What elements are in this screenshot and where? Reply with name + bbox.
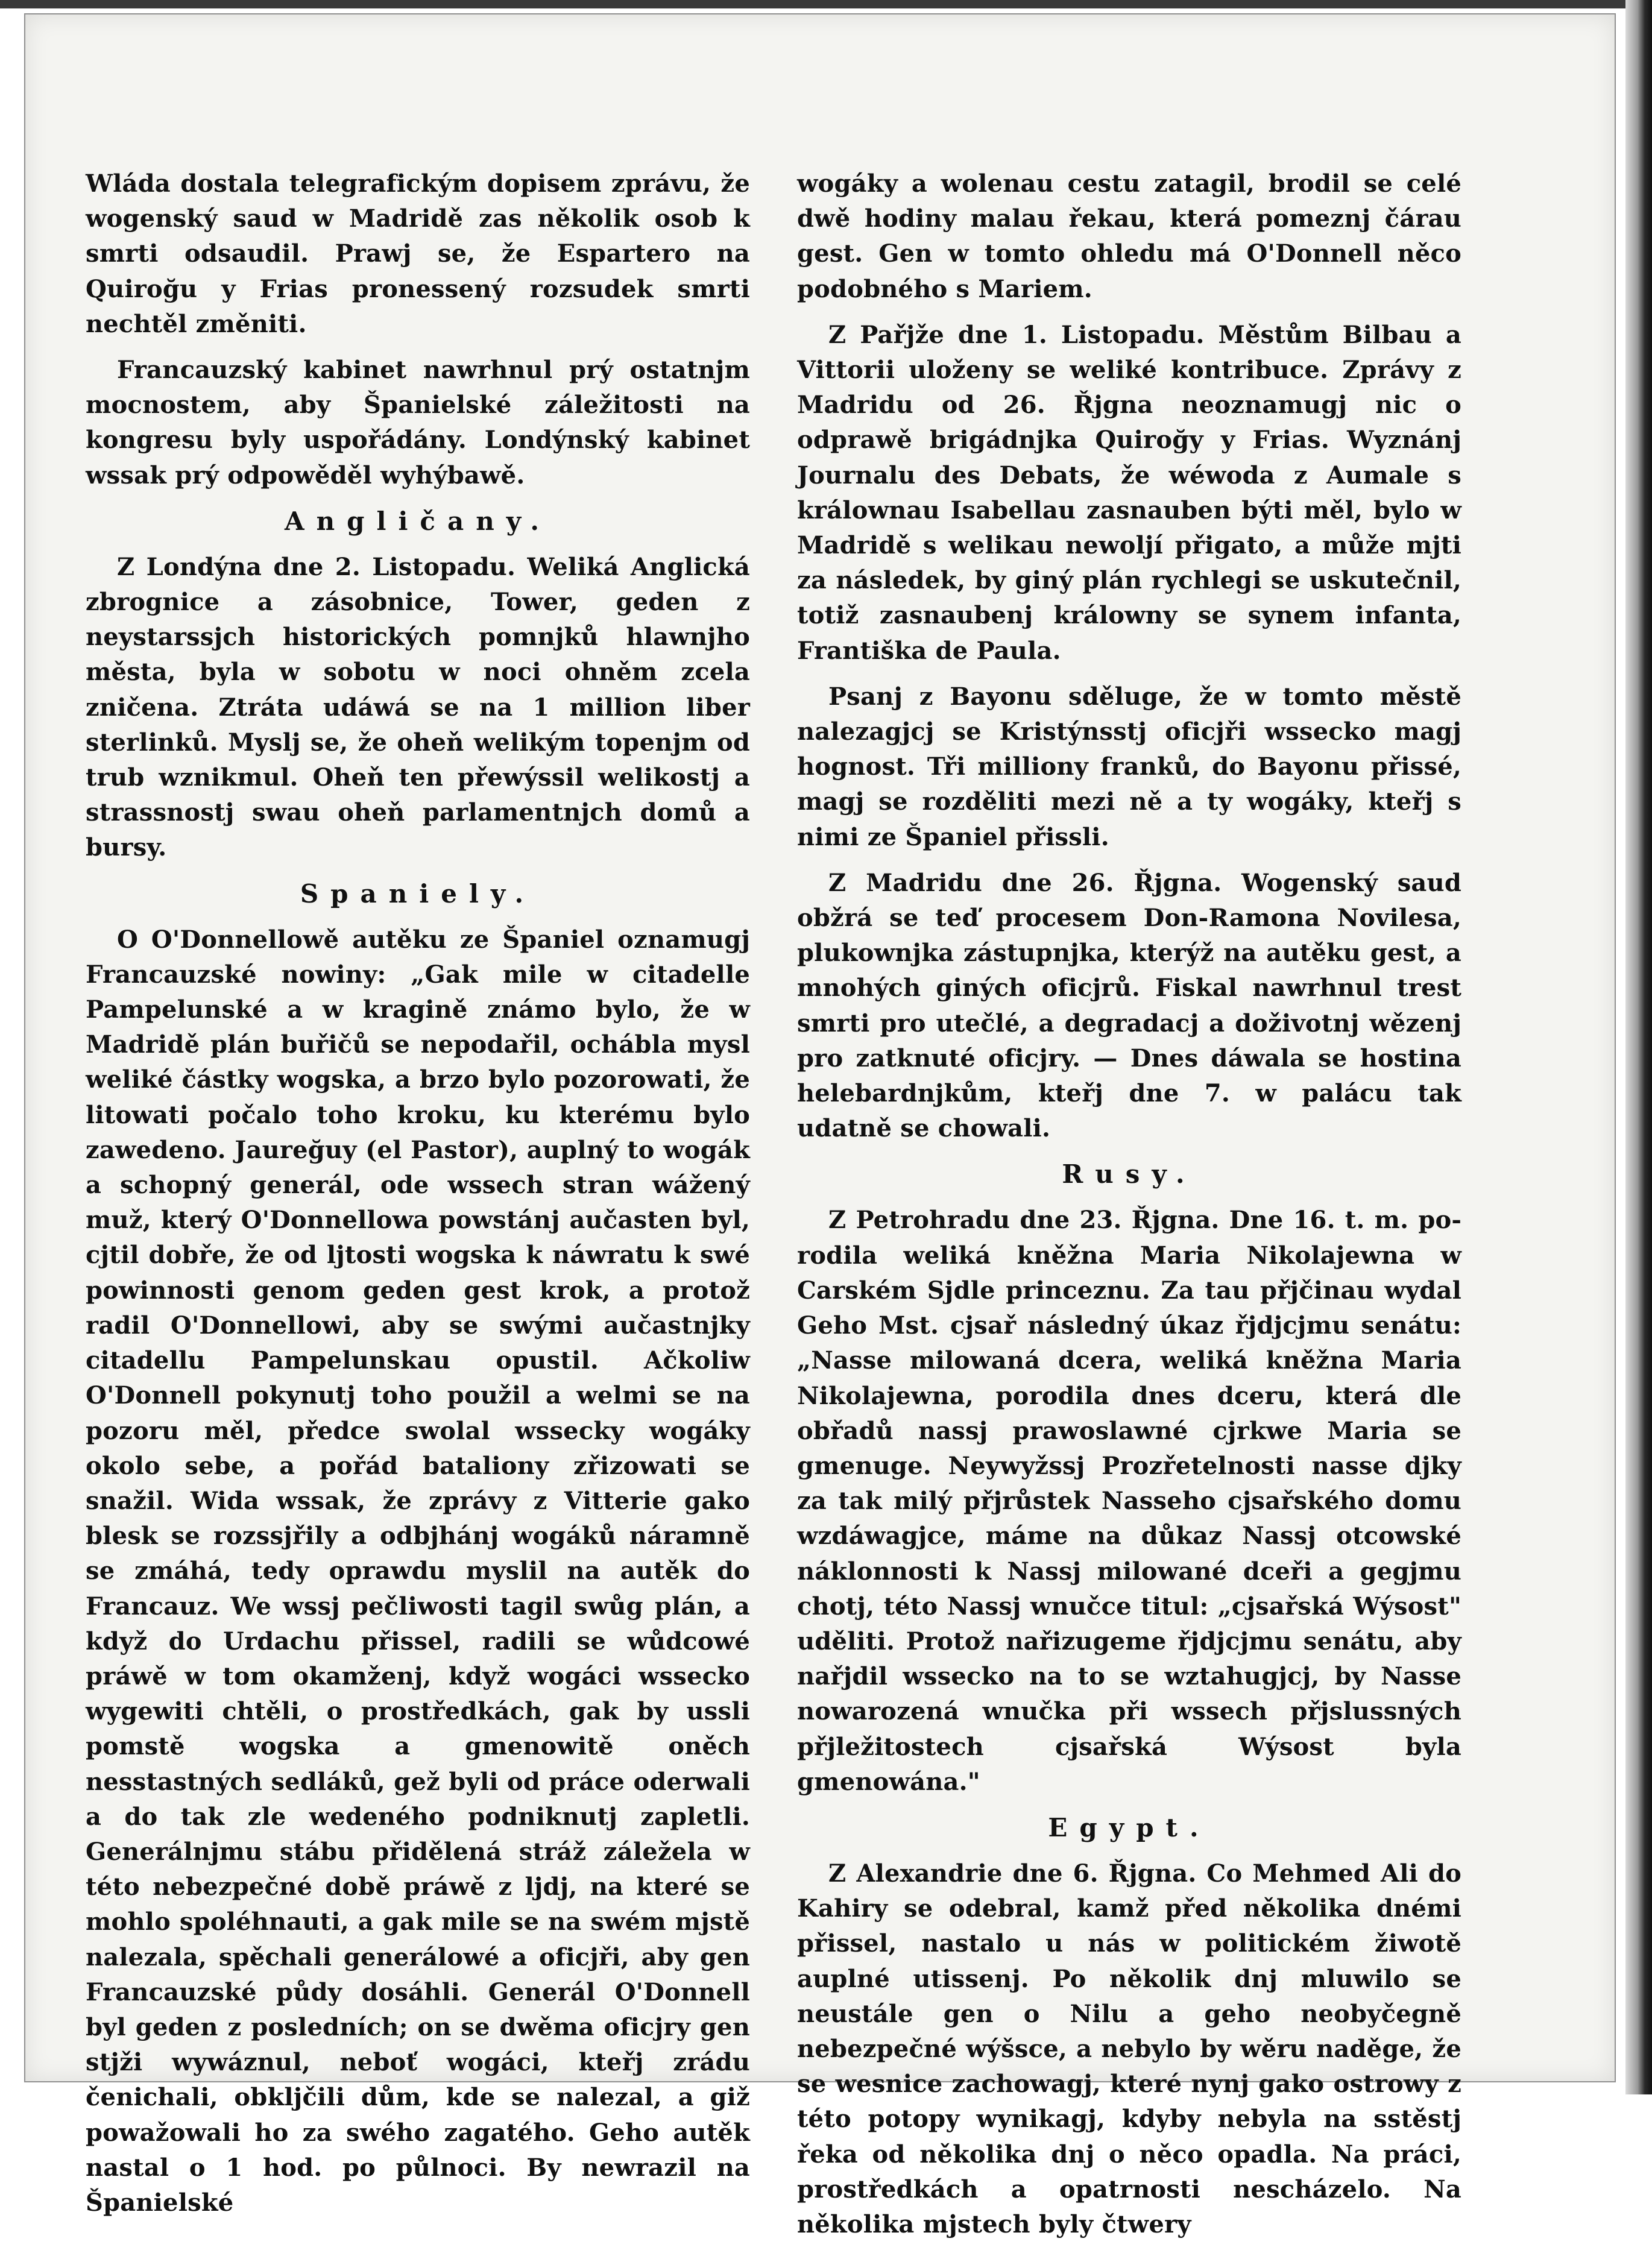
section-heading-egypt: Egypt. [1048,1812,1211,1842]
article-paragraph: Z Londýna dne 2. Listopadu. Weliká Anglická zbrognice a zásobnice, Tower, geden z neystarssjch historických pomnjků hlawnjho města, byla w sobotu w noci ohněm zcela zničena. Ztráta udáwá se na 1 million liber sterlinků. Myslj se, že oheň welikým topenjm od trub wznikmul. Oheň ten přewýssil welikostj a strassnostj swau oheň parlamentnjch domů a bursy. [86,552,750,862]
article-paragraph: O O'Donnellowě autěku ze Španiel oznamugj Francauzské nowiny: „Gak mile w citadelle Pampelunské a w kragině známo bylo, že w Madridě plán buřičů se nepodařil, ochábla mysl weliké částky wogska, a brzo bylo pozorowati, že litowati počalo toho kroku, ku kterému bylo zawedeno. Jaureğuy (el Pastor), auplný to wogák a schopný generál, ode wssech stran wážený muž, který O'Donnellowa powstánj aučasten byl, cjtil dobře, že od ljtosti wogska k náwratu k swé powinnosti genom geden gest krok, a protož radil O'Donnellowi, aby se swými aučastnjky citadellu Pampelunskau opustil. Ačkoliw O'Donnell pokynutj toho použil a welmi se na pozoru měl, předce swolal wssecky wogáky okolo sebe, a pořád bataliony zřizowati se snažil. Wida wssak, že zprávy z Vitterie gako blesk se rozssjřily a odbjhánj wogáků náramně se zmáhá, tedy oprawdu myslil na autěk do Francauz. We wssj pečliwosti tagil swůg plán, a když do Urdachu přissel, radili se wůdcowé práwě w tom okamženj, když wogáci wssecko wygewiti chtěli, o prostředkách, gak by ussli pomstě wogska a gmenowitě oněch nesstastných sedláků, gež byli od práce oderwali a do tak zle wedeného podniknutj zapletli. Generálnjmu stábu přidělená stráž záležela w této nebezpečné době práwě z ljdj, na které se mohlo spoléhnauti, a gak mile se na swém mjstě nalezala, spěchali generálowé a oficjři, aby gen Francauzské půdy dosáhli. Generál O'Donnell byl geden z posledních; on se dwěma oficjry gen stjži wywáznul, neboť wogáci, kteřj zrádu čenichali, obkljčili dům, kde se nalezal, a giž powažowali ho za swého zagatého. Geho autěk nastal o 1 hod. po půlnoci. By newrazil na Španielské [86,925,750,2217]
section-heading-anglicany: Angličany. [285,506,551,536]
newspaper-page [24,13,1616,2239]
scan-top-edge [0,0,1652,8]
article-paragraph: Z Pařjže dne 1. Listopadu. Městům Bilbau a Vittorii uloženy se weliké kontribuce. Zprávy z Madridu od 26. Řjgna neoznamugj nic o odprawě brigádnjka Quiroğy y Frias. Wyznánj Journalu des Debats, že wéwoda z Aumale s králownau Isabellau zasnauben býti měl, bylo w Madridě s welikau newoljí přigato, a může mjti za následek, by giný plán rychlegi se uskutečnil, totiž zasnaubenj králowny se synem infanta, Františka de Paula. [797,320,1461,665]
article-paragraph: Psanj z Bayonu sděluge, že w tomto městě nalezagjcj se Kristýnsstj oficjři wssecko magj hognost. Tři milliony franků, do Bayonu přissé, magj se rozděliti mezi ně a ty wogáky, kteřj s nimi ze Španiel přissli. [797,682,1461,851]
article-paragraph: Wláda dostala telegrafickým dopisem zprávu, že wogenský saud w Madridě zas několik osob k smrti odsaudil. Prawj se, že Espartero na Quiroğu y Frias pronessený rozsudek smrti nechtěl změniti. [86,169,750,338]
article-paragraph: Francauzský kabinet nawrhnul prý ostatnjm mocnostem, aby Španielské záležitosti na kongresu byly uspořádány. Londýnský kabinet wssak prý odpowěděl wyhýbawě. [86,356,750,490]
section-heading-spaniely: Spaniely. [300,878,536,909]
scan-right-edge [1625,0,1652,2094]
article-paragraph: Z Alexandrie dne 6. Řjgna. Co Mehmed Ali do Kahiry se odebral, kamž před několika dnémi přissel, nastalo u nás w politickém žiwotě auplné utissenj. Po několik dnj mluwilo se neustále gen o Nilu a geho neobyčegně nebezpečné wýšsce, a nebylo by wěru naděge, že se wesnice zachowagj, které nynj gako ostrowy z této potopy wynikagj, kdyby nebyla na sstěstj řeka od několika dnj o něco opadla. Na práci, prostředkách a opatrnosti nescházelo. Na několika mjstech byly čtwery [797,1859,1461,2239]
section-heading-rusy: Rusy. [1062,1159,1197,1190]
right-column [797,166,1461,2253]
article-paragraph: wogáky a wolenau cestu zatagil, brodil se celé dwě hodiny malau řekau, která pomeznj čárau gest. Gen w tomto ohledu má O'Donnell něco podobného s Mariem. [797,169,1461,303]
article-paragraph: Z Petrohradu dne 23. Řjgna. Dne 16. t. m. porodila weliká kněžna Maria Nikolajewna w Carském Sjdle princeznu. Za tau přjčinau wydal Geho Mst. cjsař následný úkaz řjdjcjmu senátu: „Nasse milowaná dcera, weliká kněžna Maria Nikolajewna, porodila dnes dceru, která dle obřadů nassj prawoslawné cjrkwe Maria se gmenuge. Neywyžssj Prozřetelnosti nasse djky za tak milý přjrůstek Nasseho cjsařského domu wzdáwagjce, máme na důkaz Nassj otcowské náklonnosti k Nassj milowané dceři a gegjmu chotj, této Nassj wnučce titul: „cjsařská Wýsost" uděliti. Protož nařizugeme řjdjcjmu senátu, aby nařjdil wssecko na to se wztahugjcj, by Nasse nowarozená wnučka při wssech přjslussných přjležitostech cjsařská Wýsost byla gmenowána." [797,1206,1461,1796]
left-column [86,166,750,2231]
article-paragraph: Z Madridu dne 26. Řjgna. Wogenský saud obžrá se teď procesem Don-Ramona Novilesa, plukownjka zástupnjka, kterýž na autěku gest, a mnohých giných oficjrů. Fiskal nawrhnul trest smrti pro utečlé, a degradacj a doživotnj wězenj pro zatknuté oficjry. — Dnes dáwala se hostina helebardnjkům, kteřj dne 7. w palácu tak udatně se chowali. [797,868,1461,1143]
